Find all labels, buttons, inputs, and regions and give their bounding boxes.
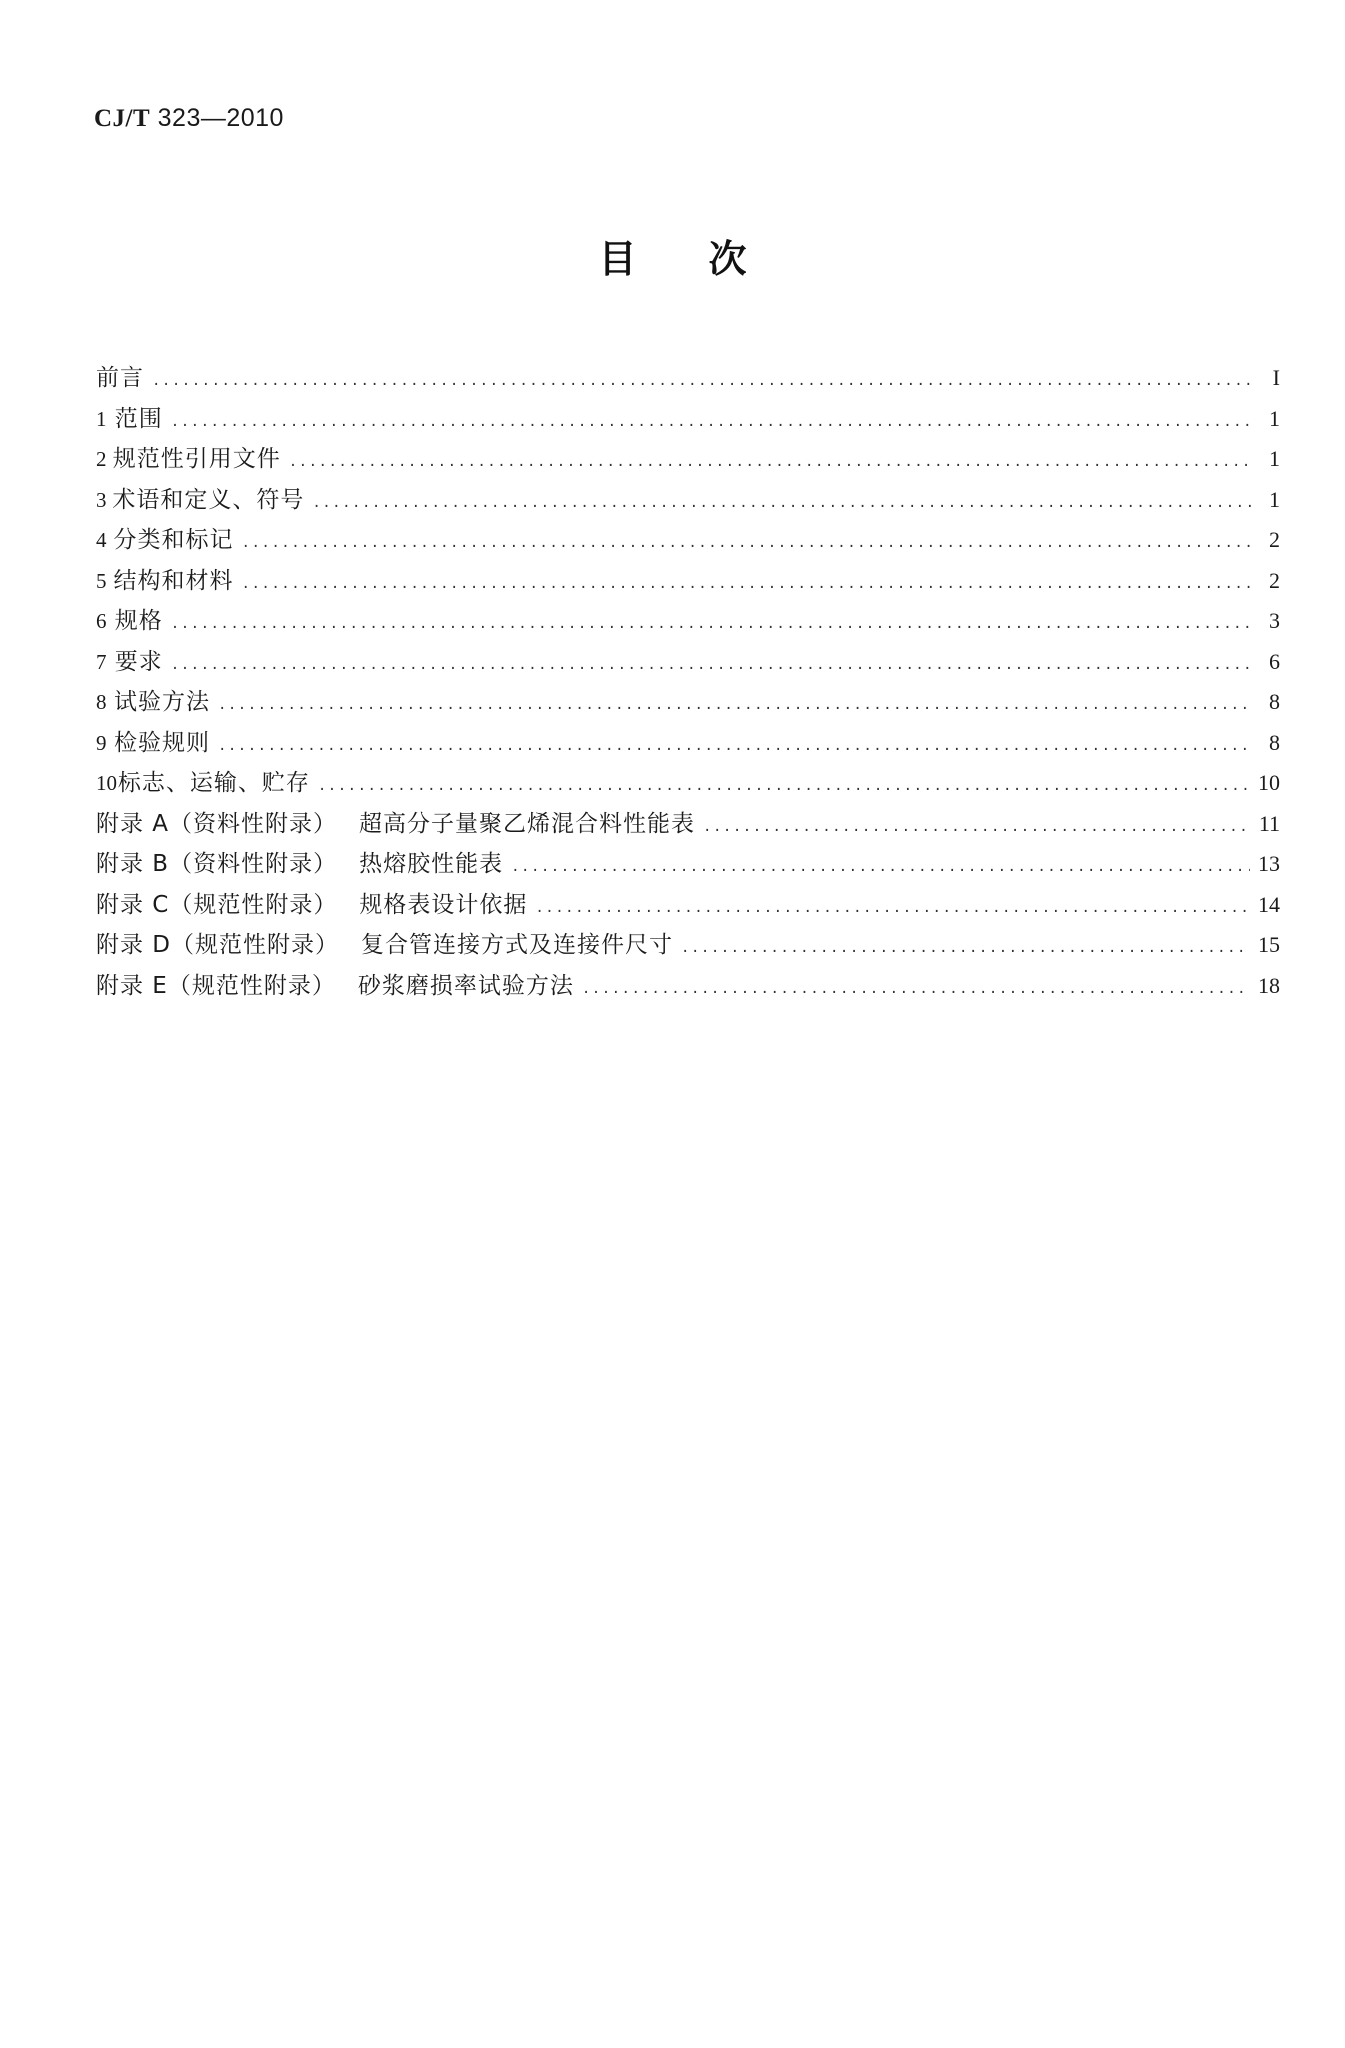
toc-entry-number: 7 [96,649,107,674]
toc-entry-annex-d[interactable] [96,925,1280,966]
toc-entry-page: 2 [1269,527,1280,552]
toc-entry-page: 15 [1258,932,1280,957]
toc-entry-label: 标志、运输、贮存 [117,770,310,796]
toc-entry-4[interactable] [96,520,1280,561]
standard-number [94,104,284,133]
annex-title: 热熔胶性能表 [359,851,504,877]
toc-entry-7[interactable] [96,642,1280,683]
annex-title: 复合管连接方式及连接件尺寸 [361,932,674,958]
toc-entry-label: 规格 [114,608,163,634]
toc-entry-foreword[interactable] [96,358,1280,399]
toc-entry-label: 试验方法 [113,689,210,715]
annex-label: 附录 C（规范性附录） [96,891,338,918]
toc-entry-page: 11 [1258,810,1280,836]
toc-entry-label: 规范性引用文件 [112,446,281,472]
annex-label: 附录 D（规范性附录） [96,932,340,958]
dot-leader [289,442,1252,482]
toc-entry-number: 6 [96,609,107,633]
toc-entry-label: 前言 [96,365,144,391]
toc-entry-page: 14 [1258,891,1280,917]
toc-entry-page: 2 [1269,567,1280,593]
toc-entry-page: 1 [1269,405,1280,431]
toc-entry-number: 5 [96,568,107,593]
table-of-contents [96,358,1280,1006]
dot-leader [242,523,1252,563]
dot-leader [318,766,1250,806]
standard-code: CJ/T [94,105,151,132]
annex-title: 超高分子量聚乙烯混合料性能表 [359,810,696,837]
toc-entry-number: 8 [96,690,107,714]
dot-leader [218,685,1252,725]
toc-entry-label: 要求 [114,648,163,675]
toc-entry-label: 检验规则 [113,729,210,756]
dot-leader [171,604,1252,644]
annex-label: 附录 B（资料性附录） [96,851,338,877]
toc-entry-page: 18 [1258,972,1280,998]
toc-entry-number: 1 [96,406,107,431]
standard-year: 323—2010 [150,104,284,132]
toc-entry-9[interactable] [96,723,1280,764]
dot-leader [703,807,1251,847]
toc-entry-6[interactable] [96,601,1280,642]
page-title: 目次 [598,237,819,281]
toc-entry-page: 10 [1258,770,1280,795]
dot-leader [535,888,1250,928]
toc-entry-label: 分类和标记 [113,527,234,553]
toc-entry-number: 9 [96,730,107,755]
annex-label: 附录 E（规范性附录） [96,972,336,999]
toc-entry-number: 4 [96,528,107,552]
dot-leader [171,645,1252,685]
dot-leader [681,928,1250,968]
toc-entry-number: 3 [96,487,107,512]
annex-label: 附录 A（资料性附录） [96,810,338,837]
toc-entry-annex-c[interactable] [96,885,1280,926]
toc-entry-annex-b[interactable] [96,844,1280,885]
toc-entry-page: 6 [1269,648,1280,674]
toc-entry-page: I [1272,365,1280,390]
toc-entry-annex-a[interactable] [96,804,1280,845]
toc-entry-3[interactable] [96,480,1280,521]
annex-title: 砂浆磨损率试验方法 [357,972,574,999]
toc-entry-page: 3 [1269,608,1280,633]
dot-leader [152,361,1252,401]
dot-leader [511,847,1250,887]
toc-entry-1[interactable] [96,399,1280,440]
toc-entry-number: 10 [96,771,117,795]
toc-entry-number: 2 [96,447,107,471]
toc-entry-page: 8 [1269,689,1280,714]
toc-entry-label: 术语和定义、符号 [112,486,305,513]
toc-entry-8[interactable] [96,682,1280,723]
toc-entry-label: 范围 [114,405,163,432]
dot-leader [582,969,1250,1009]
toc-entry-page: 1 [1269,486,1280,512]
toc-entry-page: 8 [1269,729,1280,755]
dot-leader [242,564,1252,604]
dot-leader [312,483,1252,523]
toc-entry-page: 13 [1258,851,1280,876]
toc-entry-10[interactable] [96,763,1280,804]
toc-entry-5[interactable] [96,561,1280,602]
toc-entry-page: 1 [1269,446,1280,471]
toc-entry-label: 结构和材料 [113,567,234,594]
annex-title: 规格表设计依据 [359,891,528,918]
dot-leader [171,402,1252,442]
toc-entry-annex-e[interactable] [96,966,1280,1007]
dot-leader [218,726,1252,766]
toc-entry-2[interactable] [96,439,1280,480]
